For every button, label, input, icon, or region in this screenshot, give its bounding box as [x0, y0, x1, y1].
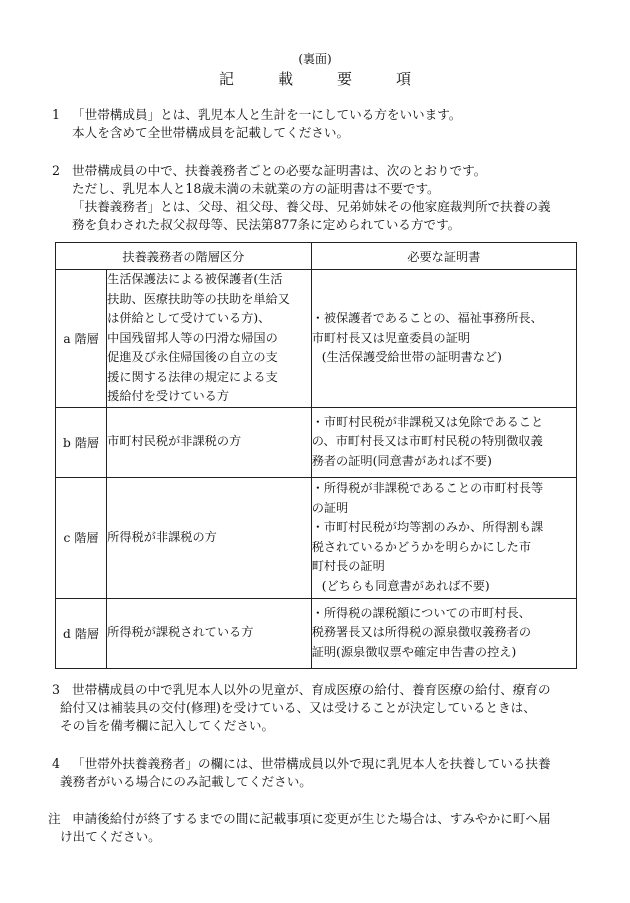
condition-line: 援に関する法律の規定による支 — [107, 369, 278, 384]
section-3 — [52, 681, 597, 735]
doc-line: 税されているかどうかを明らかにした市 — [311, 539, 532, 554]
section-line: その旨を備考欄に記入してください。 — [60, 718, 275, 733]
section-line: 義務者がいる場合にのみ記載してください。 — [60, 774, 312, 789]
title-char: 要 — [337, 70, 353, 88]
doc-line: の証明 — [311, 500, 349, 515]
required-docs — [311, 598, 576, 668]
doc-line: 証明(源泉徴収票や確定申告書の控え) — [311, 644, 517, 659]
required-docs — [311, 477, 576, 598]
section-number: 4 — [52, 756, 61, 771]
doc-line: ・所得税の課税額についての市町村長、 — [311, 605, 531, 620]
condition-line: 所得税が非課税の方 — [107, 529, 217, 544]
certificate-table — [55, 242, 577, 669]
table-row — [56, 407, 577, 477]
section-line: 本人を含めて全世帯構成員を記載してください。 — [72, 125, 350, 140]
note-line: 申請後給付が終了するまでの間に記載事項に変更が生じた場合は、すみやかに町へ届 — [72, 811, 551, 826]
page-subtitle: (裏面) — [298, 52, 332, 66]
section-line: 世帯構成員の中で乳児本人以外の児童が、育成医療の給付、養育医療の給付、療育の — [72, 682, 551, 697]
section-line: ただし、乳児本人と18歳未満の未就業の方の証明書は不要です。 — [72, 181, 440, 196]
condition-line: 扶助、医療扶助等の扶助を単給又 — [107, 291, 290, 306]
doc-line: の、市町村長又は市町村民税の特別徴収義 — [311, 434, 543, 449]
table-row — [56, 477, 577, 598]
tier-condition — [107, 598, 312, 668]
header-docs: 必要な証明書 — [311, 243, 576, 270]
tier-condition — [107, 477, 312, 598]
doc-line: 務者の証明(同意書があれば不要) — [311, 453, 492, 468]
tier-label: a 階層 — [56, 270, 107, 408]
required-docs — [311, 407, 576, 477]
note — [48, 810, 608, 846]
note-line: け出てください。 — [60, 829, 161, 844]
doc-line: ・所得税が非課税であることの市町村長等 — [311, 481, 544, 495]
doc-line: ・市町村民税が均等割のみか、所得割も課 — [311, 520, 544, 534]
tier-label: d 階層 — [56, 598, 107, 668]
page-title — [0, 68, 630, 89]
section-line: 「世帯外扶養義務者」の欄には、世帯構成員以外で現に乳児本人を扶養している扶養 — [72, 756, 551, 771]
tier-label: b 階層 — [56, 407, 107, 477]
section-line: 「扶養義務者」とは、父母、祖父母、養父母、兄弟姉妹その他家庭裁判所で扶養の義 — [72, 199, 551, 214]
doc-line: 税務署長又は所得税の源泉徴収義務者の — [311, 625, 532, 640]
section-line: 「世帯構成員」とは、乳児本人と生計を一にしている方をいいます。 — [72, 107, 462, 122]
section-line: 給付又は補装具の交付(修理)を受けている、又は受けることが決定しているときは、 — [60, 700, 536, 715]
section-line: 務を負わされた叔父叔母等、民法第877条に定められている方です。 — [72, 217, 461, 232]
title-char: 載 — [277, 70, 293, 88]
section-number: 3 — [52, 682, 61, 697]
doc-line: (どちらも同意書があれば不要) — [321, 578, 490, 593]
section-1 — [52, 106, 597, 142]
required-docs — [311, 270, 576, 408]
condition-line: 市町村民税が非課税の方 — [107, 434, 242, 449]
condition-line: 促進及び永住帰国後の自立の支 — [107, 350, 278, 364]
section-line: 世帯構成員の中で、扶養義務者ごとの必要な証明書は、次のとおりです。 — [72, 163, 487, 178]
section-number: 1 — [52, 107, 61, 122]
note-label: 注 — [48, 811, 61, 826]
title-char: 項 — [396, 70, 412, 88]
doc-line: 市町村長又は児童委員の証明 — [311, 330, 471, 345]
doc-line: ・被保護者であることの、福祉事務所長、 — [311, 311, 543, 325]
condition-line: 援給付を受けている方 — [107, 389, 230, 403]
tier-condition — [107, 270, 312, 408]
table-row — [56, 270, 577, 408]
tier-condition — [107, 407, 312, 477]
table-header-row — [56, 243, 577, 270]
title-char: 記 — [218, 70, 234, 88]
doc-line: ・市町村民税が非課税又は免除であること — [311, 414, 544, 429]
condition-line: 生活保護法による被保護者(生活 — [107, 272, 283, 286]
doc-line: 町村長の証明 — [311, 559, 385, 573]
condition-line: 所得税が課税されている方 — [107, 625, 254, 640]
section-2 — [52, 162, 597, 234]
header-tier: 扶養義務者の階層区分 — [56, 243, 312, 270]
table-row — [56, 598, 577, 668]
condition-line: は併給として受けている方)、 — [107, 311, 271, 325]
tier-label: c 階層 — [56, 477, 107, 598]
condition-line: 中国残留邦人等の円滑な帰国の — [107, 330, 278, 345]
section-4 — [52, 755, 597, 791]
doc-line: (生活保護受給世帯の証明書など) — [321, 350, 502, 364]
section-number: 2 — [52, 163, 61, 178]
